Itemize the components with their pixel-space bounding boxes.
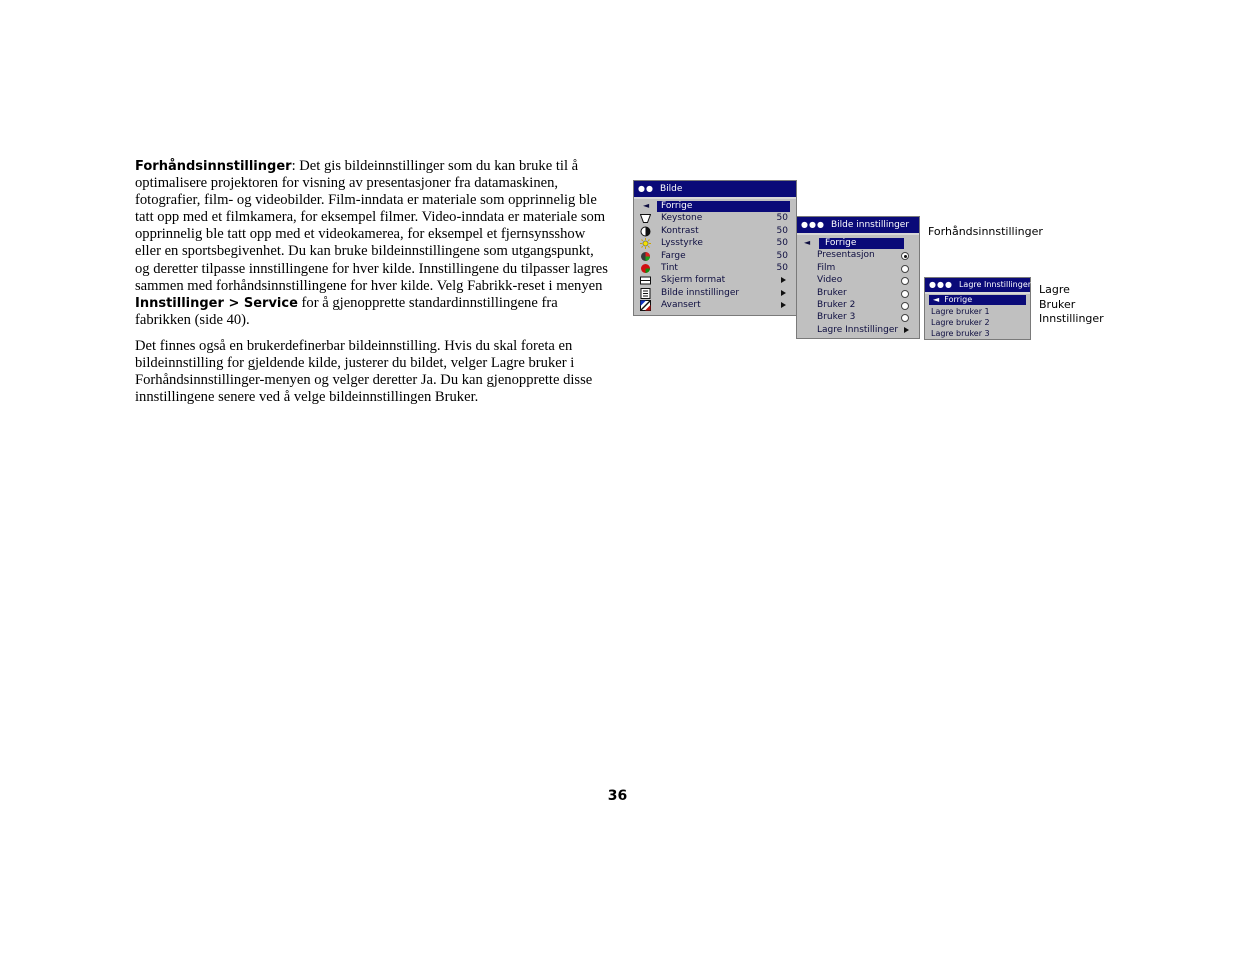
picture-menu-item[interactable] [634,237,796,249]
paragraph-user-setting: Det finnes også en brukerdefinerbar bildeinnstilling. Hvis du skal foreta en bildeinnstilling for gjeldende kilde, justerer du bildet, velger Lagre bruker i Forhåndsinnstillinger-menyen og velger deretter Ja. Du kan gjenopprette disse innstillingene senere ved å velge bildeinnstillingen Bruker. [135,337,593,406]
save-settings-selected-label: Forrige [944,295,973,304]
picture-settings-item-label: Bruker 3 [817,312,856,323]
screen-format-icon [640,275,651,286]
picture-settings-icon [640,288,651,299]
submenu-arrow-icon [781,302,786,308]
preset-radio-button[interactable] [901,314,909,322]
term-presets: Forhåndsinnstillinger [135,159,292,174]
presets-text-a: : Det gis bildeinnstillinger som du kan bruke til å optimalisere projektoren for visning av presentasjoner fra datamaskinen, fotografier, film- og videobilder. Film-inndata er materiale som opprinnelig ble tatt opp med et filmkamera, for eksempel filmer. Video-inndata er materiale som opprinnelig ble tatt opp med et videokamerea, for eksempel et fjernsynsshow eller en sportsbegivenhet. Du kan bruke bildeinnstillingene som utgangspunkt, og deretter tilpasse innstillingene for hver kilde. Innstillingene du tilpasser lagres sammen med forhåndsinnstillingene for hver kilde. Velg Fabrikk-reset i menyen [135,158,608,294]
picture-menu-item-label: Lysstyrke [661,238,703,249]
brightness-icon [640,238,651,249]
picture-menu-item-label: Tint [661,262,678,273]
picture-settings-item-label: Bruker [817,287,847,298]
menu-dots-icon: ●●● [929,280,953,289]
save-user-item[interactable] [925,328,1030,339]
text-column [135,158,610,406]
picture-menu-item[interactable] [634,212,796,224]
page-number: 36 [607,788,628,804]
preset-radio-button[interactable] [901,277,909,285]
keystone-icon [640,213,651,224]
save-settings-selected[interactable] [929,295,1026,305]
save-user-item-label: Lagre bruker 2 [931,318,990,327]
save-user-item-label: Lagre bruker 3 [931,329,990,338]
picture-settings-selected[interactable]: Forrige [819,238,904,249]
caption-save-line3: Innstillinger [1039,312,1104,325]
picture-menu-back-row[interactable] [634,200,796,212]
picture-menu-item-label: Bilde innstillinger [661,287,740,298]
caption-save-user [1039,283,1104,327]
advanced-icon [640,300,651,311]
color-icon [640,251,651,262]
menu-dots-icon: ●●● [801,220,825,229]
picture-menu-item-label: Keystone [661,213,703,224]
save-settings-title-bar [925,278,1030,294]
menu-path: Innstillinger > Service [135,295,298,311]
picture-menu [633,180,797,316]
picture-menu-item[interactable] [634,274,796,286]
picture-settings-item-label: Film [817,262,836,273]
picture-menu-title-bar [634,181,796,199]
presets-text-b: for å gjenopprette standardinnstillingene fra fabrikken (side 40). [135,294,558,328]
caption-save-line1: Lagre [1039,283,1070,296]
picture-menu-item-value: 50 [776,213,788,224]
save-settings-back-row[interactable] [925,295,1030,306]
picture-menu-item-value: 50 [776,262,788,273]
submenu-arrow-icon [781,277,786,283]
preset-radio-button[interactable] [901,265,909,273]
preset-radio-button[interactable] [901,290,909,298]
preset-radio-button[interactable] [901,302,909,310]
picture-settings-title: Bilde innstillinger [830,220,910,230]
paragraph-presets [135,158,610,329]
picture-menu-item-value: 50 [776,225,788,236]
picture-settings-item-label: Video [817,275,843,286]
picture-settings-item[interactable] [797,287,919,299]
picture-settings-item-label: Bruker 2 [817,299,856,310]
picture-settings-title-bar [797,217,919,235]
picture-settings-item[interactable] [797,311,919,323]
save-user-item[interactable] [925,317,1030,328]
picture-menu-item[interactable] [634,262,796,274]
menu-dots-icon: ●● [638,184,654,193]
contrast-icon [640,226,651,237]
picture-settings-item[interactable] [797,324,919,336]
picture-menu-item-label: Kontrast [661,225,699,236]
tint-icon [640,263,651,274]
picture-menu-item[interactable] [634,287,796,299]
preset-radio-button[interactable] [901,252,909,260]
save-user-item-label: Lagre bruker 1 [931,307,990,316]
picture-menu-item-label: Farge [661,250,686,261]
picture-menu-item[interactable] [634,225,796,237]
picture-settings-item[interactable] [797,299,919,311]
picture-menu-item[interactable] [634,299,796,311]
caption-presets: Forhåndsinnstillinger [928,225,1043,238]
picture-settings-menu [796,216,920,339]
picture-menu-item-label: Skjerm format [661,275,726,286]
picture-menu-item[interactable] [634,250,796,262]
picture-menu-selected[interactable]: Forrige [657,201,790,212]
picture-settings-item[interactable] [797,249,919,261]
submenu-arrow-icon [904,327,909,333]
picture-settings-back-row[interactable] [797,237,919,249]
picture-menu-item-value: 50 [776,250,788,261]
picture-settings-item-label: Lagre Innstillinger [817,324,899,335]
back-arrow-icon: ◄ [804,238,811,247]
back-arrow-icon: ◄ [643,201,650,210]
submenu-arrow-icon [781,290,786,296]
picture-settings-item[interactable] [797,262,919,274]
back-arrow-icon: ◄ [933,295,945,304]
picture-menu-item-value: 50 [776,238,788,249]
caption-save-line2: Bruker [1039,297,1076,311]
picture-settings-item-label: Presentasjon [817,250,875,261]
picture-settings-item[interactable] [797,274,919,286]
save-user-item[interactable] [925,306,1030,317]
save-settings-menu [924,277,1031,340]
picture-menu-title: Bilde [659,184,683,194]
save-settings-title: Lagre Innstillinger [958,280,1032,289]
picture-menu-item-label: Avansert [661,300,701,311]
